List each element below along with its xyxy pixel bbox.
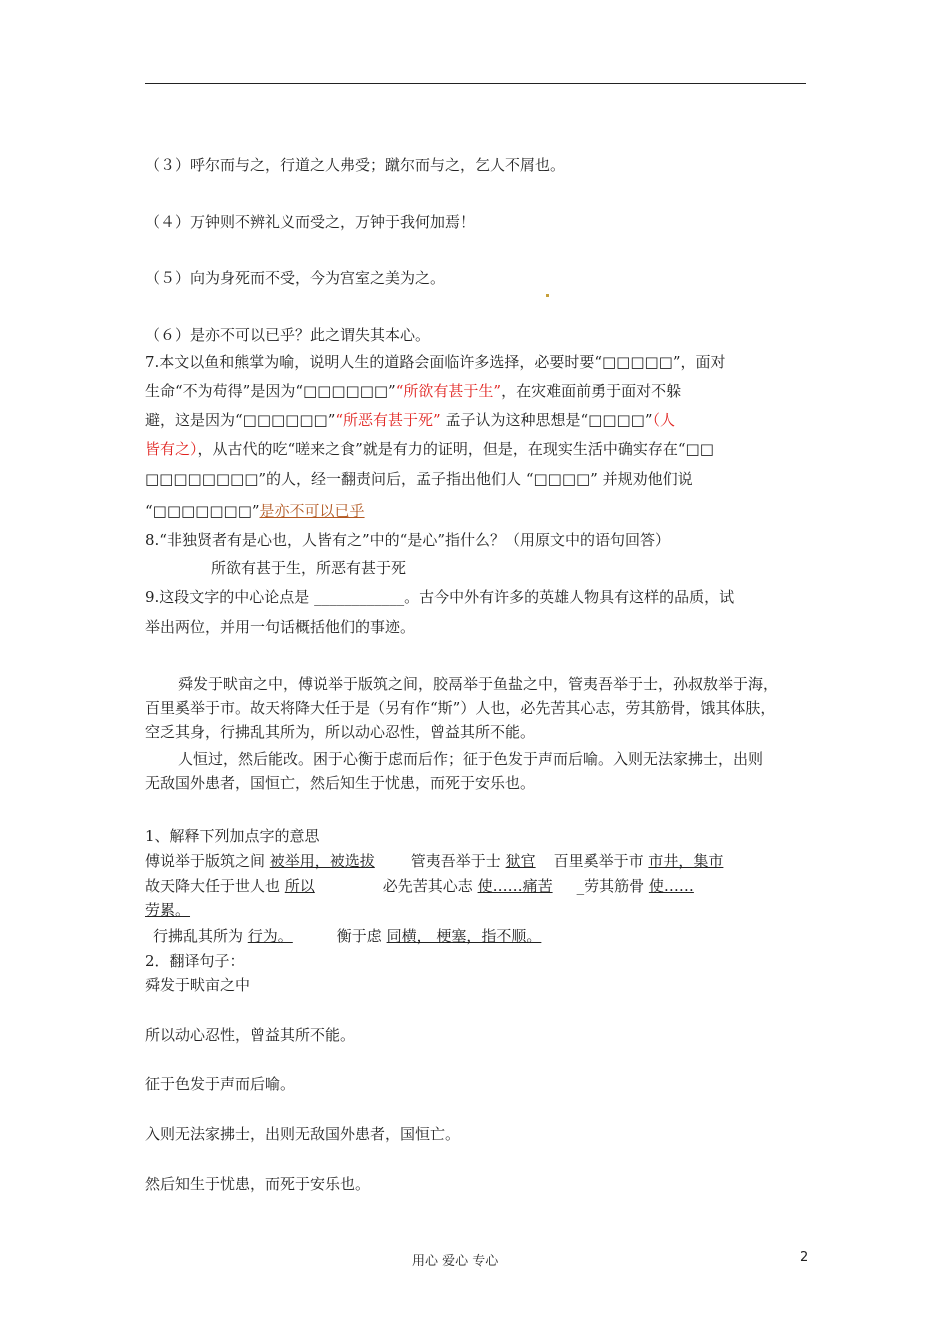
q7-text: 生命“不为苟得”是因为“□□□□□□” [145,382,396,400]
question-4: （４）万钟则不辨礼义而受之，万钟于我何加焉！ [145,213,476,231]
q7-answer: 皆有之） [145,440,198,458]
question-8: 8.“非独贤者有是心也，人皆有之”中的“是心”指什么？（用原文中的语句回答） [145,531,670,549]
passage-p1-line-2: 百里奚举于市。故天将降大任于是（另有作“斯”）人也，必先苦其心志，劳其筋骨，饿其体肤， [145,699,776,717]
exercise-2-sentence-4: 入则无法家拂士，出则无敌国外患者，国恒亡。 [145,1125,461,1143]
question-7-line-6 [145,501,365,521]
ex1-prompt: _劳其筋骨 [576,877,649,895]
exercise-1-row-2 [145,876,694,896]
q7-text: ，在灾难面前勇于面对不躲 [501,382,682,400]
ex1-answer: 所以 [284,877,315,895]
question-7-line-5: □□□□□□□□”的人，经一翻责问后，孟子指出他们人 “□□□□” 并规劝他们说 [145,470,693,488]
page-number: 2 [800,1250,809,1265]
exercise-2-sentence-3: 征于色发于声而后喻。 [145,1075,296,1093]
exercise-1-title: 1、解释下列加点字的意思 [145,827,320,845]
question-3: （３）呼尔而与之，行道之人弗受；蹴尔而与之，乞人不屑也。 [145,156,566,174]
header-rule [145,83,806,84]
passage-p2-line-2: 无敌国外患者，国恒亡，然后知生于忧患，而死于安乐也。 [145,774,536,792]
exercise-1-row-4 [153,926,541,946]
exercise-2-sentence-2: 所以动心忍性，曾益其所不能。 [145,1026,356,1044]
question-5: （５）向为身死而不受，今为宫室之美为之。 [145,269,446,287]
question-7-line-3 [145,410,675,430]
question-6: （６）是亦不可以已乎？此之谓失其本心。 [145,326,431,344]
exercise-2-sentence-5: 然后知生于忧患，而死于安乐也。 [145,1175,371,1193]
ex1-answer: 行为。 [247,927,293,945]
ex1-prompt: 行拂乱其所为 [153,927,248,945]
passage-p1-line-1: 舜发于畎亩之中，傅说举于版筑之间，胶鬲举于鱼盐之中，管夷吾举于士，孙叔敖举于海， [178,675,779,693]
q7-answer: “所恶有甚于死” [335,411,441,429]
q7-answer: 是亦不可以已乎 [259,502,365,520]
question-9-line-1: 9.这段文字的中心论点是 ____________。古今中外有许多的英雄人物具有这样的品质，试 [145,588,735,606]
stray-dot [546,294,549,297]
exercise-2-title: 2．翻译句子： [145,952,245,970]
q7-answer: “所欲有甚于生” [395,382,502,400]
q7-answer: （人 [652,411,676,429]
q7-text: 孟子认为这种思想是“□□□□” [440,411,653,429]
question-8-answer: 所欲有甚于生，所恶有甚于死 [211,559,407,577]
question-7-line-1: 7.本文以鱼和熊掌为喻，说明人生的道路会面临许多选择，必要时要“□□□□□”，面对 [145,353,726,371]
exercise-2-sentence-1: 舜发于畎亩之中 [145,976,251,994]
ex1-answer: 使…… [648,877,694,895]
ex1-prompt: 傅说举于版筑之间 [145,852,270,870]
passage-p1-line-3: 空乏其身，行拂乱其所为，所以动心忍性，曾益其所不能。 [145,723,536,741]
ex1-answer: 同横， 梗塞，指不顺。 [386,927,542,945]
ex1-answer: 市井，集市 [648,852,724,870]
ex1-prompt: 百里奚举于市 [553,852,649,870]
q7-text: “□□□□□□□” [145,502,260,520]
exercise-1-row-1 [145,851,723,871]
exercise-1-row-3 [145,900,190,920]
ex1-prompt: 衡于虑 [336,927,387,945]
ex1-answer: 被举用，被选拔 [269,852,375,870]
ex1-answer: 使……痛苦 [477,877,553,895]
ex1-answer: 劳累。 [145,901,191,919]
passage-p2-line-1: 人恒过，然后能改。困于心衡于虑而后作；征于色发于声而后喻。入则无法家拂士，出则 [178,750,764,768]
ex1-prompt: 管夷吾举于士 [410,852,506,870]
footer-slogan: 用心 爱心 专心 [412,1254,499,1269]
question-9-line-2: 举出两位，并用一句话概括他们的事迹。 [145,618,416,636]
q7-text: 避，这是因为“□□□□□□” [145,411,336,429]
question-7-line-2 [145,381,681,401]
q7-text: ，从古代的吃“嗟来之食”就是有力的证明，但是，在现实生活中确实存在“□□ [197,440,714,458]
question-7-line-4 [145,439,714,459]
ex1-answer: 狱官 [505,852,536,870]
ex1-prompt: 故天降大任于世人也 [145,877,285,895]
ex1-prompt: 必先苦其心志 [382,877,478,895]
